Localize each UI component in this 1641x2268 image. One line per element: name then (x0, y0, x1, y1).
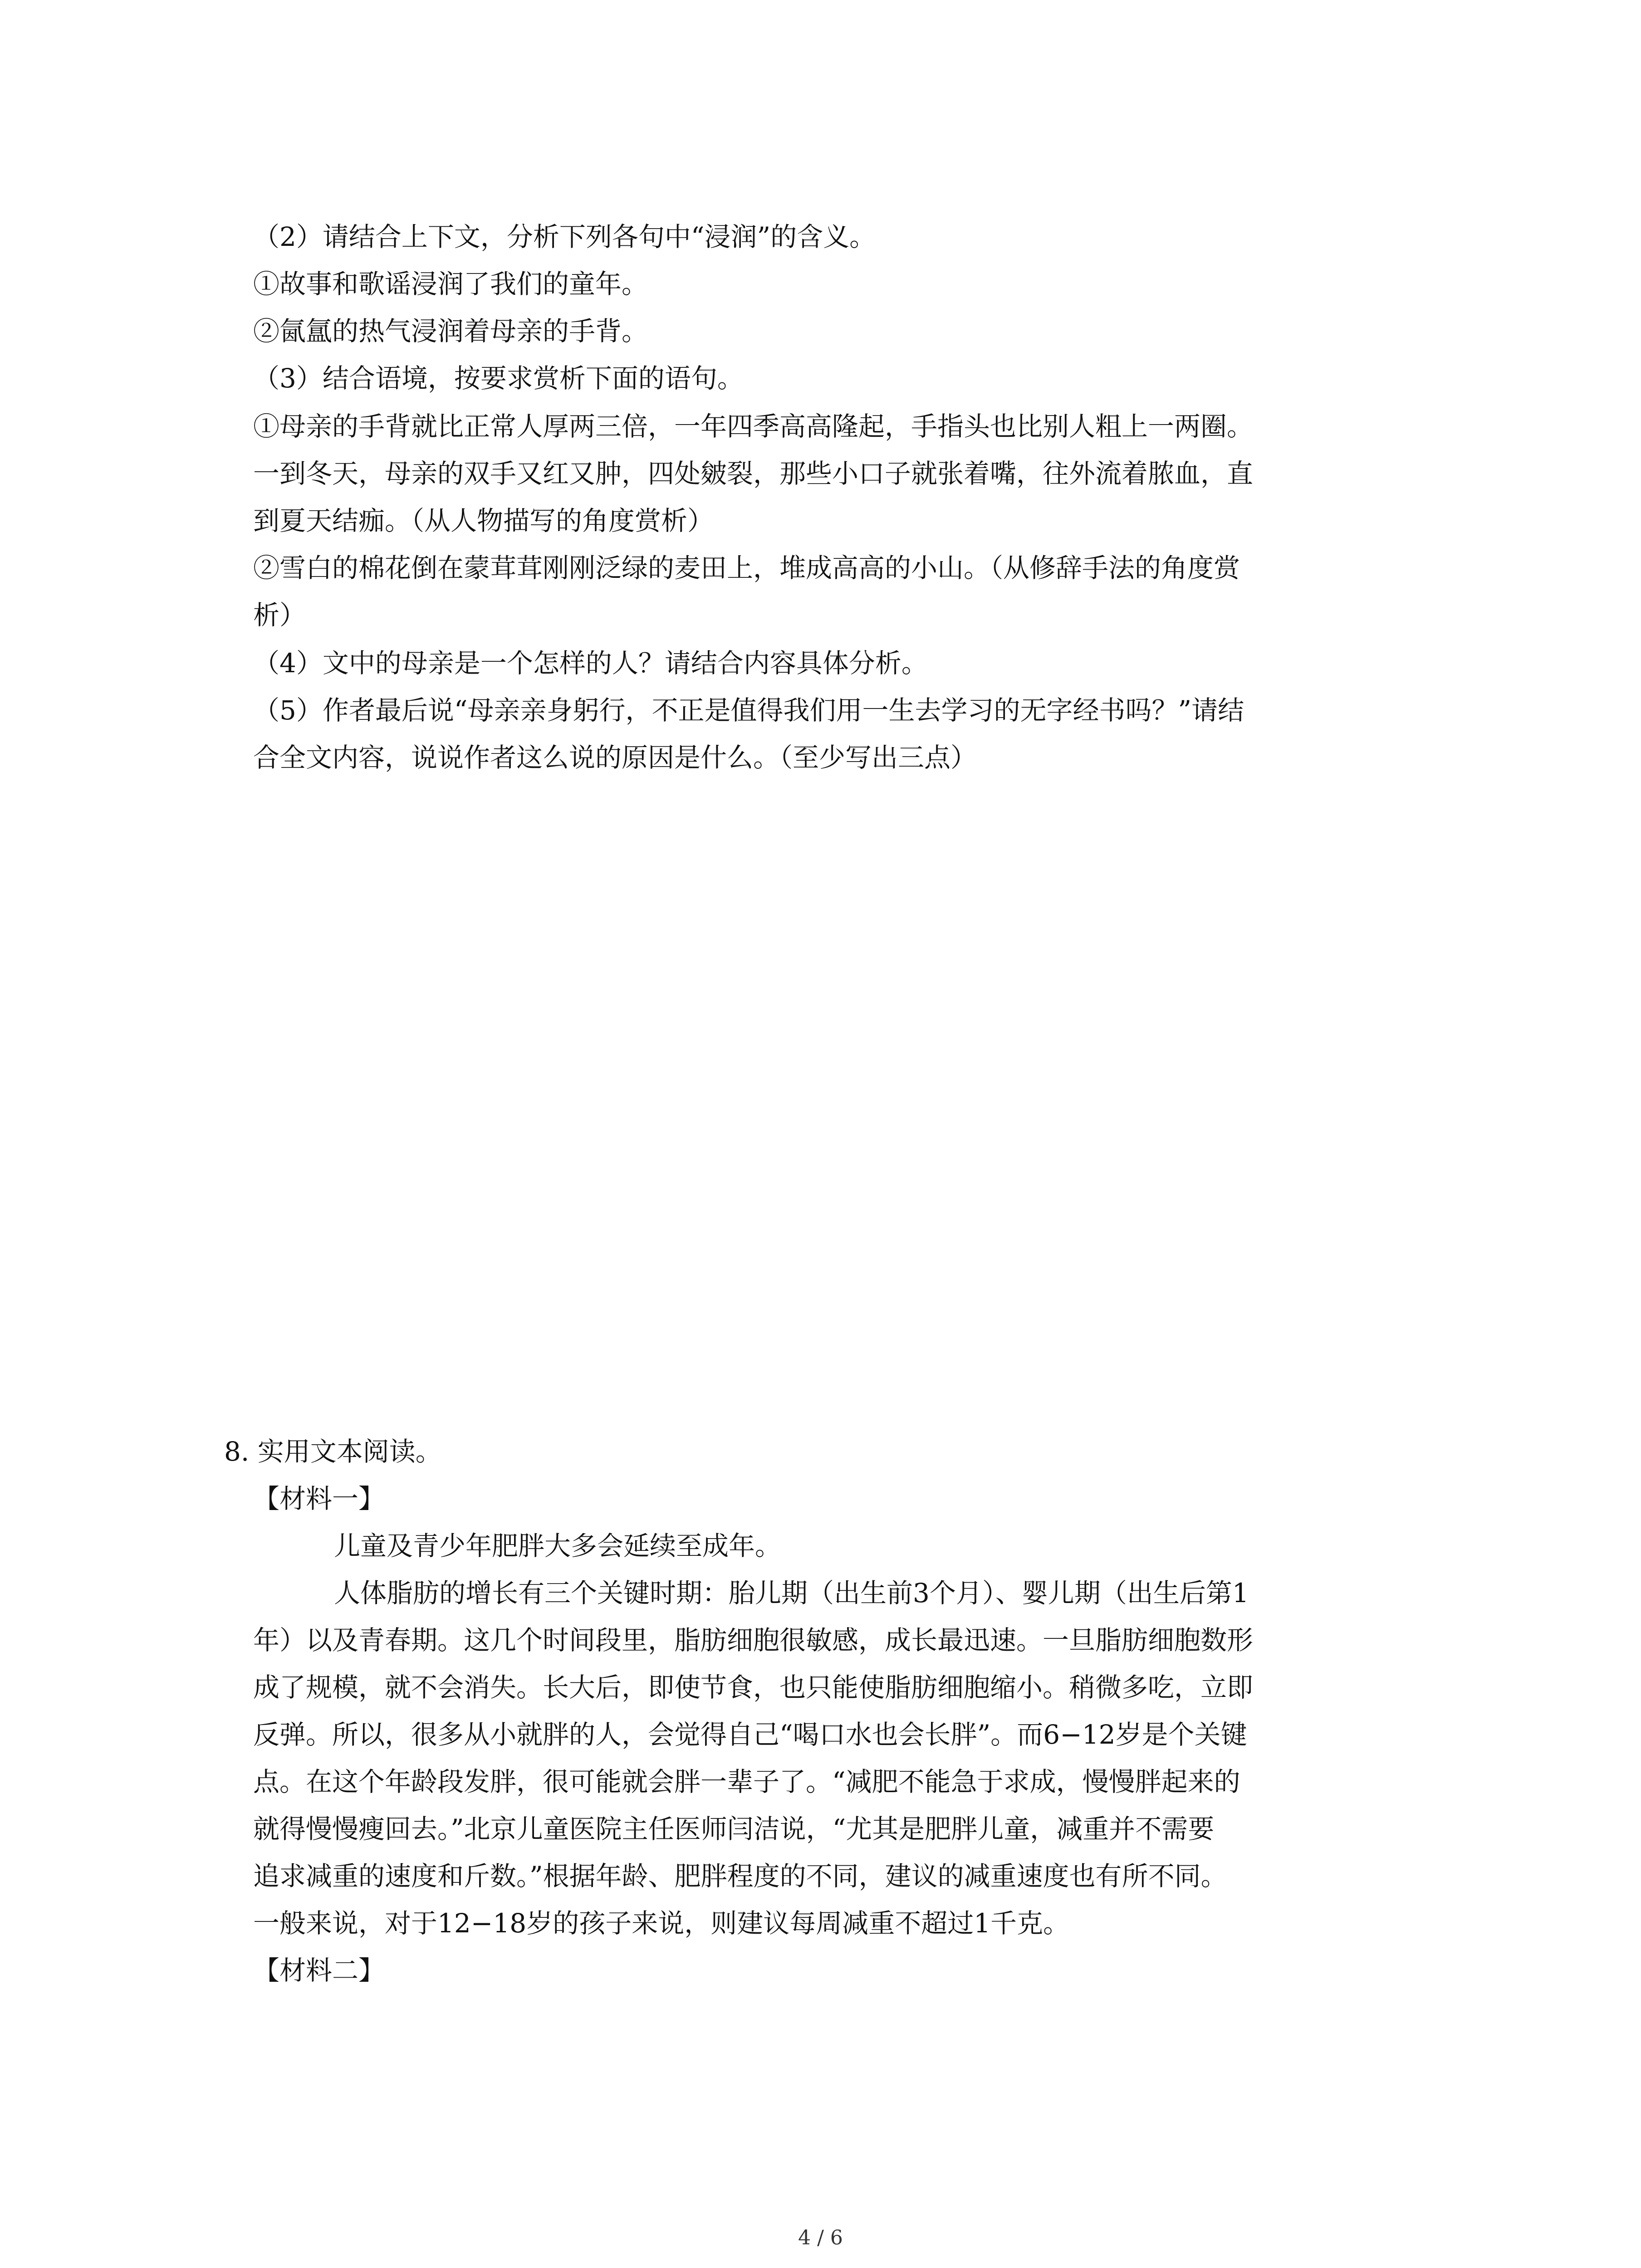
material-1-paragraph-2-line-8: 一般来说，对于12−18岁的孩子来说，则建议每周减重不超过1千克。 (253, 1908, 1070, 1939)
question-3-item-1-line-1: ①母亲的手背就比正常人厚两三倍，一年四季高高隆起，手指头也比别人粗上一两圈。 (253, 411, 1254, 442)
material-1-paragraph-2-line-1: 人体脂肪的增长有三个关键时期：胎儿期（出生前3个月）、婴儿期（出生后第1 (334, 1578, 1249, 1608)
question-3-item-2-line-2: 析） (253, 600, 306, 631)
question-3-item-1-line-2: 一到冬天，母亲的双手又红又肿，四处皴裂，那些小口子就张着嘴，往外流着脓血，直 (253, 458, 1254, 489)
section-8-heading: 8. 实用文本阅读。 (224, 1436, 442, 1467)
question-5-line-2: 合全文内容，说说作者这么说的原因是什么。（至少写出三点） (253, 742, 977, 773)
material-1-paragraph-2-line-7: 追求减重的速度和斤数。”根据年龄、肥胖程度的不同，建议的减重速度也有所不同。 (253, 1861, 1227, 1892)
question-3-item-1-line-3: 到夏天结痂。（从人物描写的角度赏析） (253, 505, 714, 536)
material-1-paragraph-2-line-4: 反弹。所以，很多从小就胖的人，会觉得自己“喝口水也会长胖”。而6−12岁是个关键 (253, 1719, 1247, 1750)
question-2: （2）请结合上下文，分析下列各句中“浸润”的含义。 (253, 221, 876, 252)
material-1-paragraph-2-line-6: 就得慢慢瘦回去。”北京儿童医院主任医师闫洁说，“尤其是肥胖儿童，减重并不需要 (253, 1813, 1215, 1844)
page-number: 4 / 6 (798, 2226, 843, 2249)
question-5-line-1: （5）作者最后说“母亲亲身躬行，不正是值得我们用一生去学习的无字经书吗？”请结 (253, 695, 1244, 726)
question-4: （4）文中的母亲是一个怎样的人？请结合内容具体分析。 (253, 648, 928, 679)
question-2-item-1: ①故事和歌谣浸润了我们的童年。 (253, 269, 648, 299)
material-2-label: 【材料二】 (253, 1955, 385, 1986)
material-1-paragraph-2-line-2: 年）以及青春期。这几个时间段里，脂肪细胞很敏感，成长最迅速。一旦脂肪细胞数形 (253, 1625, 1254, 1656)
material-1-paragraph-2-line-5: 点。在这个年龄段发胖，很可能就会胖一辈子了。“减肥不能急于求成，慢慢胖起来的 (253, 1766, 1240, 1797)
material-1-paragraph-2-line-3: 成了规模，就不会消失。长大后，即使节食，也只能使脂肪细胞缩小。稍微多吃，立即 (253, 1672, 1254, 1703)
question-2-item-2: ②氤氲的热气浸润着母亲的手背。 (253, 316, 648, 347)
material-1-paragraph-1: 儿童及青少年肥胖大多会延续至成年。 (334, 1530, 782, 1561)
question-3-item-2-line-1: ②雪白的棉花倒在蒙茸茸刚刚泛绿的麦田上，堆成高高的小山。（从修辞手法的角度赏 (253, 552, 1240, 583)
material-1-label: 【材料一】 (253, 1483, 385, 1514)
question-3: （3）结合语境，按要求赏析下面的语句。 (253, 363, 744, 394)
